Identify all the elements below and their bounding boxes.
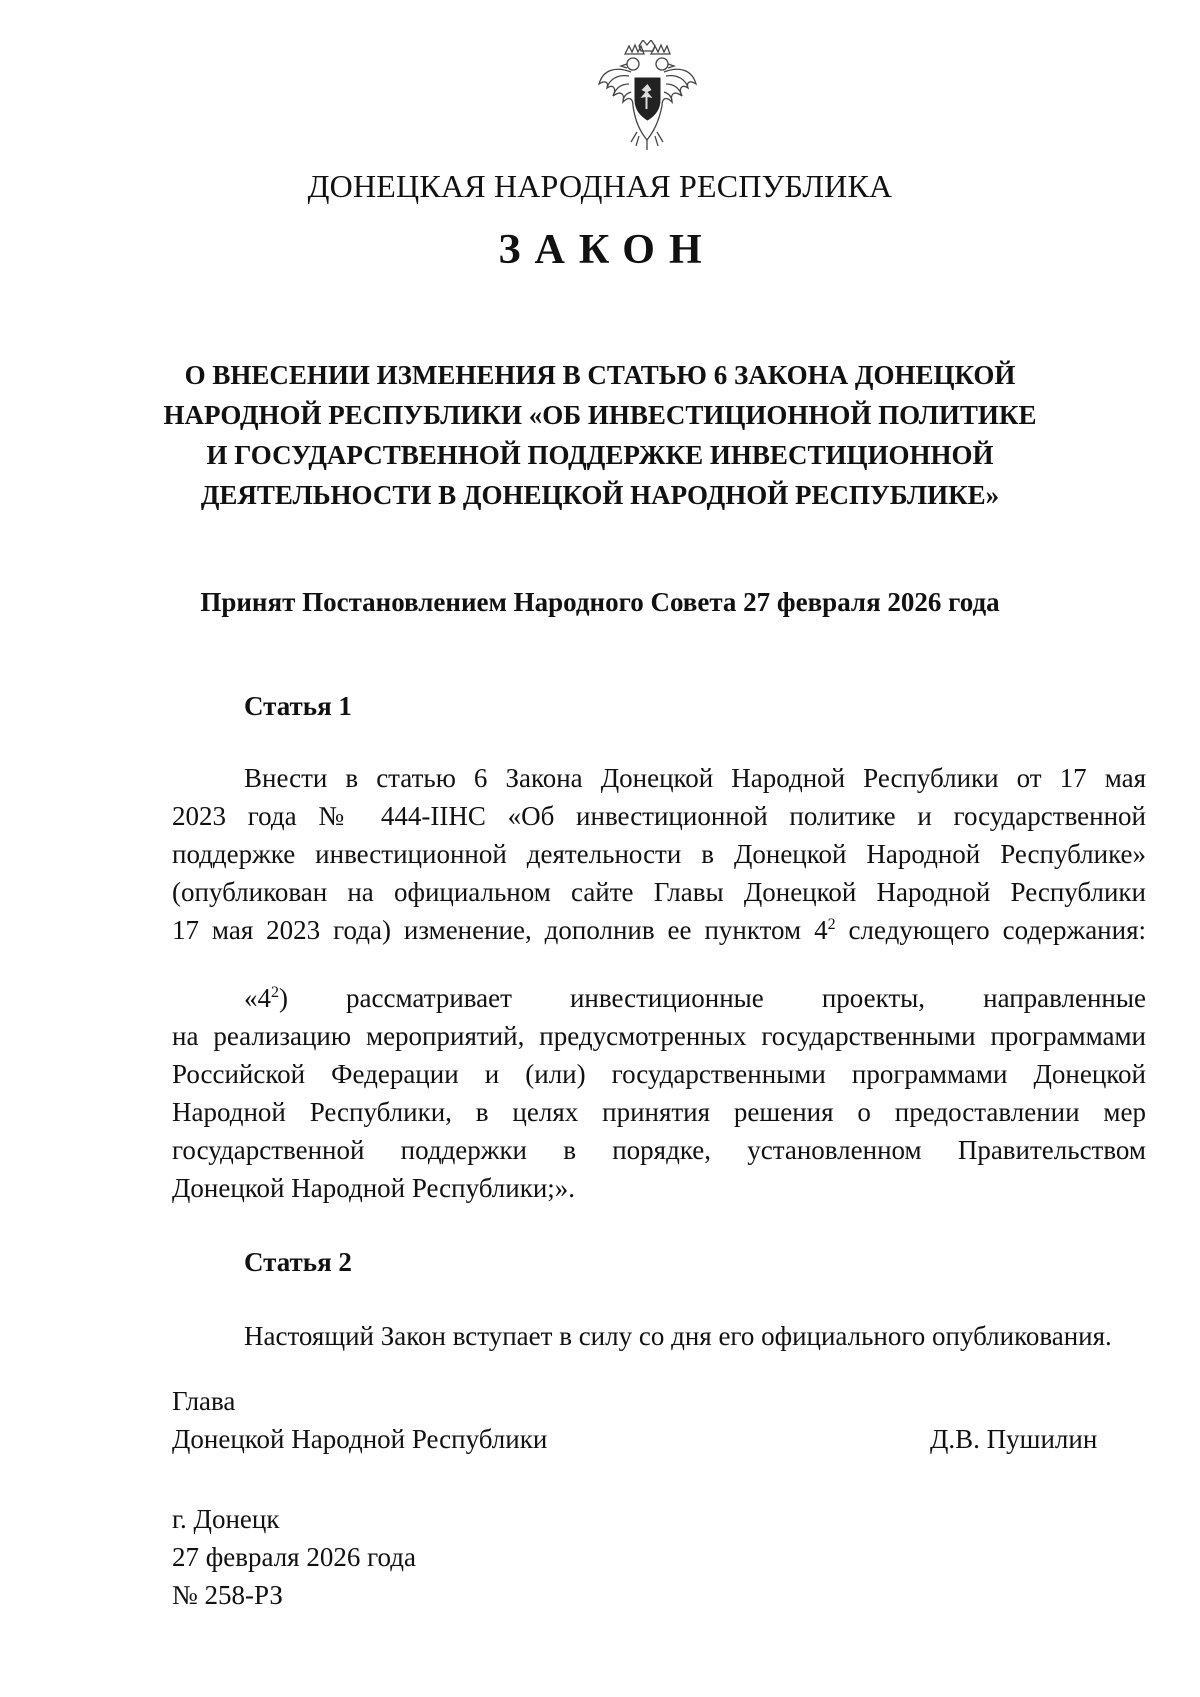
- law-title-line: ДЕЯТЕЛЬНОСТИ В ДОНЕЦКОЙ НАРОДНОЙ РЕСПУБЛИКЕ»: [200, 480, 1000, 510]
- republic-name: ДОНЕЦКАЯ НАРОДНАЯ РЕСПУБЛИКА: [307, 168, 893, 204]
- signatory-role: [172, 1382, 547, 1458]
- text-line: Внести в статью 6 Закона Донецкой Народной Республики от 17 мая: [244, 763, 1146, 793]
- signatory-name: Д.В. Пушилин: [930, 1424, 1098, 1454]
- article-1-paragraph-1: [172, 759, 1146, 949]
- text-fragment: ) рассматривает инвестиционные проекты, направленные: [279, 983, 1146, 1013]
- text-line: поддержке инвестиционной деятельности в Донецкой Народной Республике»: [172, 839, 1146, 869]
- issue-date: 27 февраля 2026 года: [172, 1542, 416, 1572]
- law-title-line: И ГОСУДАРСТВЕННОЙ ПОДДЕРЖКЕ ИНВЕСТИЦИОННОЙ: [206, 440, 994, 470]
- article-2-heading: Статья 2: [244, 1247, 352, 1277]
- text-line: (опубликован на официальном сайте Главы Донецкой Народной Республики: [172, 877, 1146, 907]
- document-footer: [172, 1500, 416, 1614]
- article-1-paragraph-2: [172, 979, 1146, 1207]
- text-line: государственной поддержки в порядке, установленном Правительством: [172, 1135, 1146, 1165]
- issue-city: г. Донецк: [172, 1504, 280, 1534]
- text-line: [172, 911, 1146, 949]
- text-line: Народной Республики, в целях принятия решения о предоставлении мер: [172, 1097, 1146, 1127]
- text-line: Донецкой Народной Республики;».: [172, 1173, 576, 1203]
- law-title: [0, 355, 1200, 515]
- article-1-heading: Статья 1: [244, 691, 352, 721]
- text-line: 2023 года № 444-IIНС «Об инвестиционной политике и государственной: [172, 801, 1146, 831]
- signatory-role-line: Донецкой Народной Республики: [172, 1424, 548, 1454]
- text-line: на реализацию мероприятий, предусмотренных государственными программами: [172, 1021, 1146, 1051]
- signatory-role-line: Глава: [172, 1386, 236, 1416]
- adoption-note: Принят Постановлением Народного Совета 27 февраля 2026 года: [200, 587, 1000, 617]
- article-2-paragraph: [172, 1317, 1146, 1355]
- text-line: Настоящий Закон вступает в силу со дня его официального опубликования.: [244, 1321, 1112, 1351]
- coat-of-arms-icon: [595, 40, 700, 152]
- text-fragment: «4: [244, 983, 271, 1013]
- superscript: 2: [827, 916, 836, 933]
- text-line: [172, 979, 1146, 1017]
- law-number: № 258-РЗ: [172, 1580, 283, 1610]
- text-fragment: 17 мая 2023 года) изменение, дополнив ее пунктом 4: [172, 915, 828, 945]
- superscript: 2: [271, 984, 279, 1001]
- document-type: ЗАКОН: [498, 227, 716, 273]
- law-title-line: НАРОДНОЙ РЕСПУБЛИКИ «ОБ ИНВЕСТИЦИОННОЙ ПОЛИТИКЕ: [163, 400, 1037, 430]
- text-line: Российской Федерации и (или) государственными программами Донецкой: [172, 1059, 1146, 1089]
- text-fragment: следующего содержания:: [835, 915, 1146, 945]
- law-title-line: О ВНЕСЕНИИ ИЗМЕНЕНИЯ В СТАТЬЮ 6 ЗАКОНА ДОНЕЦКОЙ: [184, 360, 1016, 390]
